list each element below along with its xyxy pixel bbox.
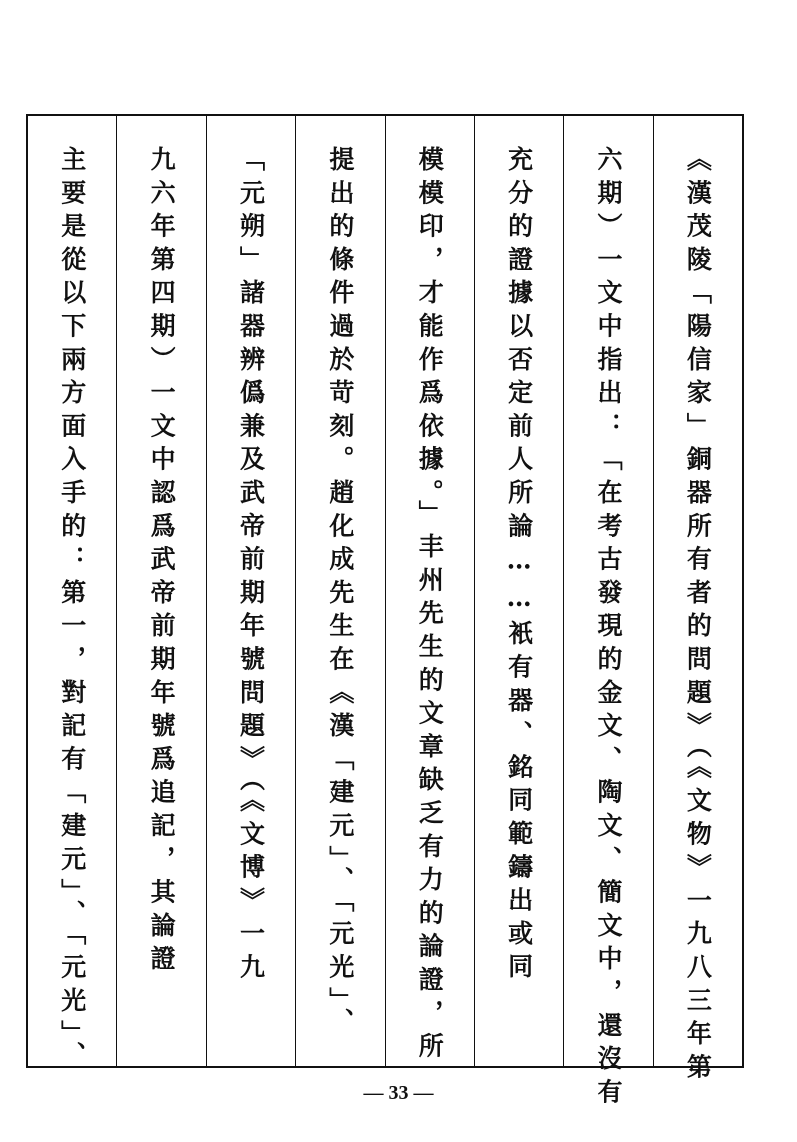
column-text: 主要是從以下兩方面入手的：第一，對記有「建元」、「元光」、 [57, 146, 87, 1075]
text-column-3 [474, 116, 563, 1066]
text-column-6 [206, 116, 295, 1066]
column-text: 九六年第四期）一文中認爲武帝前期年號爲追記，其論證 [147, 146, 177, 979]
text-column-8 [28, 116, 116, 1075]
column-text: 「元朔」諸器辨僞兼及武帝前期年號問題》（《文博》一九 [236, 146, 266, 987]
column-text: 提出的條件過於苛刻。趙化成先生在《漢「建元」、「元光」、 [325, 146, 355, 1041]
column-text: 《漢茂陵「陽信家」銅器所有者的問題》（《文物》一九八三年第 [683, 146, 713, 1087]
column-text: 模模印，才能作爲依據。」丰州先生的文章缺乏有力的論證，所 [415, 146, 445, 1066]
page-number: — 33 — [363, 1082, 434, 1104]
text-column-5 [295, 116, 384, 1066]
text-column-4 [385, 116, 474, 1066]
column-text: 六期）一文中指出：「在考古發現的金文、陶文、簡文中，還沒有 [593, 146, 623, 1112]
column-text: 充分的證據以否定前人所論……衹有器、銘同範鑄出或同 [504, 146, 534, 987]
text-column-7 [116, 116, 205, 1066]
text-column-1 [653, 116, 742, 1087]
text-column-2 [563, 116, 652, 1112]
